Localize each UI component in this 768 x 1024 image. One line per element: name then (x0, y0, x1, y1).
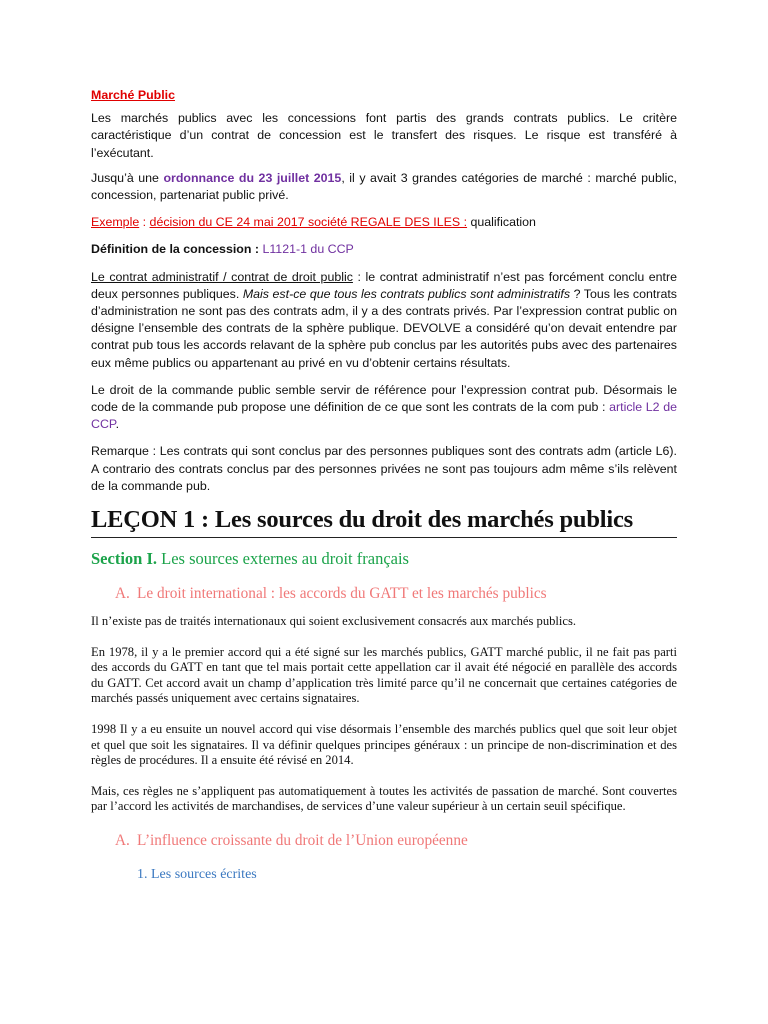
document-title: Marché Public (91, 88, 176, 102)
ordonnance-after: , il y avait 3 grandes catégories de marché : marché public, concession, partenariat public privé. (91, 170, 677, 203)
body-paragraph-4: Mais, ces règles ne s’appliquent pas automatiquement à toutes les activités de passation de marché. Sont couvertes par l’accord les activités de marchandises, de services d’une valeur supérieur à un certain seuil spécifique. (91, 783, 677, 814)
definition-label: Définition de la concession : (91, 242, 263, 257)
subsection-letter: A. (115, 585, 130, 603)
section-heading (91, 548, 677, 570)
exemple-paragraph (91, 214, 677, 231)
body-paragraph-1: Il n’existe pas de traités internationaux qui soient exclusivement consacrés aux marchés publics. (91, 614, 577, 629)
exemple-sep: : (139, 215, 150, 230)
subsection-title: L’influence croissante du droit de l’Union européenne (137, 832, 468, 849)
lecon-heading: LEÇON 1 : Les sources du droit des marchés publics (91, 505, 677, 538)
droit-commande-end: . (115, 417, 120, 432)
contrat-paragraph (91, 269, 677, 372)
body-paragraph-3: 1998 Il y a eu ensuite un nouvel accord qui vise désormais l’ensemble des marchés publics quel que soit leur objet et quel que soit les signataires. Il va définir quelques principes généraux : un principe de non-discrimination et des règles de procédures. Il a ensuite été révisé en 2014. (91, 722, 677, 768)
body-paragraph-2: En 1978, il y a le premier accord qui a été signé sur les marchés publics, GATT marché public, il ne fait pas parti des accords du GATT en tant que tel mais portait cette appellation car il avait été négocié en parallèle des accords du GATT. Cet accord avait un champ d’application très limité parce qu’il ne concernait que certaines catégories de marchés passés uniquement avec certains signataires. (91, 644, 677, 706)
subsection-a-international (91, 584, 677, 604)
remarque-paragraph: Remarque : Les contrats qui sont conclus par des personnes publiques sont des contrats adm (article L6). A contrario des contrats conclus par des personnes privées ne sont pas toujours adm même s’ils relèvent de la commande pub. (91, 444, 677, 493)
ordonnance-reference: ordonnance du 23 juillet 2015 (163, 170, 342, 185)
document-page (91, 84, 677, 885)
exemple-label: Exemple (91, 215, 140, 230)
ordonnance-paragraph (91, 170, 677, 204)
droit-commande-paragraph (91, 382, 677, 434)
exemple-after: qualification (467, 215, 536, 230)
contrat-heading: Le contrat administratif / contrat de droit public (91, 269, 353, 284)
subsection-title: Le droit international : les accords du GATT et les marchés publics (137, 585, 547, 603)
section-label: Section I. (91, 549, 157, 569)
subsection-a-union-europeenne (91, 831, 677, 851)
contrat-text2: ? Tous les contrats d’administration ne sont pas des contrats adm, il y a des contrats privés. Par l’expression contrat public on désigne l’ensemble des contrats de la sphère publique. DEVOLVE a considéré qu’on devait entendre par contrat pub tous les accords relavant de la sphère pub conclus par les autorités pubs avec des partenaires eux même publics ou appartenant au privé en vu d’obtenir certains résultats. (91, 286, 677, 370)
intro-paragraph: Les marchés publics avec les concessions font partis des grands contrats publics. Le critère caractéristique d’un contrat de concession est le transfert des risques. Le risque est transféré à l’exécutant. (91, 111, 677, 160)
article-l2-reference: article L2 de CCP (91, 400, 677, 432)
subsection-letter: A. (115, 832, 130, 849)
contrat-colon: : (352, 269, 366, 284)
droit-commande-text: Le droit de la commande public semble servir de référence pour l’expression contrat pub. Désormais le code de la commande pub propose une définition de ce que sont les contrats de la com pub : (91, 382, 677, 415)
contrat-text1: le contrat administratif n’est pas forcément conclu entre deux personnes publiques. (91, 269, 678, 301)
definition-reference: L1121-1 du CCP (262, 242, 354, 257)
contrat-question: Mais est-ce que tous les contrats publics sont administratifs (242, 286, 571, 301)
section-text: Les sources externes au droit français (157, 549, 409, 569)
exemple-decision-reference: décision du CE 24 mai 2017 société REGALE DES ILES : (149, 215, 468, 230)
definition-paragraph (91, 241, 677, 258)
ordonnance-before: Jusqu’à une (91, 170, 164, 185)
numbered-heading-sources-ecrites: 1. Les sources écrites (137, 867, 257, 882)
